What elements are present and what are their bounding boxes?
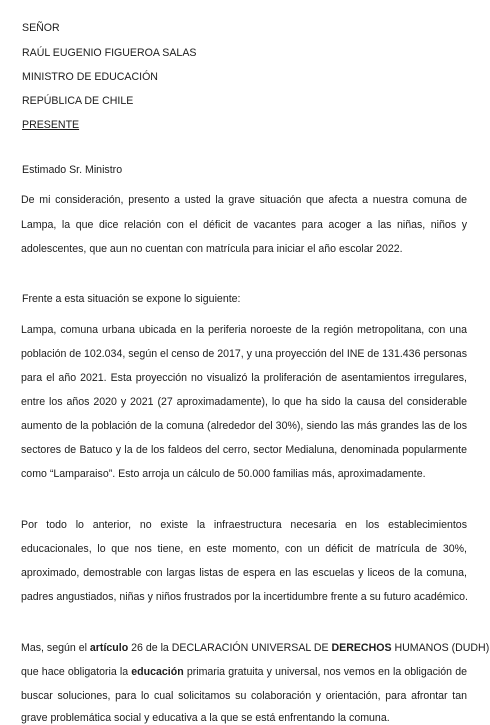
address-country: REPÚBLICA DE CHILE <box>22 95 134 107</box>
paragraph-5-line <box>21 642 490 655</box>
paragraph-5-line: buscar soluciones, para lo cual solicitamos su colaboración y orientación, para afrontar tan <box>21 690 467 702</box>
p5-bold-derechos: DERECHOS <box>331 642 392 654</box>
paragraph-5-line <box>21 666 467 679</box>
paragraph-3-line: sectores de Batuco y la de los faldeos del cerro, sector Medialuna, denominada popularmente <box>21 444 467 456</box>
paragraph-3-line: para el año 2021. Esta proyección no visualizó la proliferación de asentamientos irregulares, <box>21 372 467 384</box>
p5-bold-educacion: educación <box>131 666 184 678</box>
paragraph-4-line: Por todo lo anterior, no existe la infraestructura necesaria en los establecimientos <box>21 519 467 531</box>
paragraph-3-line: aumento de la población de la comuna (alrededor del 30%), siendo las más grandes las de los <box>21 420 467 432</box>
p5-text: HUMANOS (DUDH) <box>391 642 490 654</box>
paragraph-5-line: grave problemática social y educativa a la que se está enfrentando la comuna. <box>21 712 390 724</box>
address-salutation: SEÑOR <box>22 22 60 34</box>
paragraph-1-line: adolescentes, que aun no cuentan con matrícula para iniciar el año escolar 2022. <box>21 243 403 255</box>
paragraph-1-line: De mi consideración, presento a usted la grave situación que afecta a nuestra comuna de <box>21 194 467 206</box>
paragraph-4-line: aproximado, demostrable con largas listas de espera en las escuelas y liceos de la comuna, <box>21 567 467 579</box>
paragraph-4-line: padres angustiados, niñas y niños frustrados por la incertidumbre frente a su futuro académico. <box>21 591 468 603</box>
p5-text: Mas, según el <box>21 642 90 654</box>
paragraph-2: Frente a esta situación se expone lo siguiente: <box>22 293 241 305</box>
paragraph-3-line: como “Lamparaiso”. Esto arroja un cálculo de 50.000 familias más, aproximadamente. <box>21 468 426 480</box>
p5-text: 26 de la DECLARACIÓN UNIVERSAL DE <box>128 642 332 654</box>
paragraph-3-line: población de 102.034, según el censo de 2017, y una proyección del INE de 131.436 personas <box>21 348 467 360</box>
p5-text: que hace obligatoria la <box>21 666 132 678</box>
greeting: Estimado Sr. Ministro <box>22 164 123 176</box>
paragraph-4-line: educacionales, lo que nos tiene, en este momento, con un déficit de matrícula de 30%, <box>21 543 467 555</box>
p5-text: primaria gratuita y universal, nos vemos en la obligación de <box>183 666 467 678</box>
p5-bold-articulo: artículo <box>89 642 129 654</box>
address-presente: PRESENTE <box>22 119 80 131</box>
address-recipient-title: MINISTRO DE EDUCACIÓN <box>22 71 158 83</box>
address-recipient-name: RAÚL EUGENIO FIGUEROA SALAS <box>22 47 197 59</box>
paragraph-1-line: Lampa, la que dice relación con el déficit de vacantes para acoger a las niñas, niños y <box>21 219 467 231</box>
paragraph-3-line: entre los años 2020 y 2021 (27 aproximadamente), lo que ha sido la causa del considerable <box>21 396 467 408</box>
paragraph-3-line: Lampa, comuna urbana ubicada en la periferia noroeste de la región metropolitana, con una <box>21 324 467 336</box>
